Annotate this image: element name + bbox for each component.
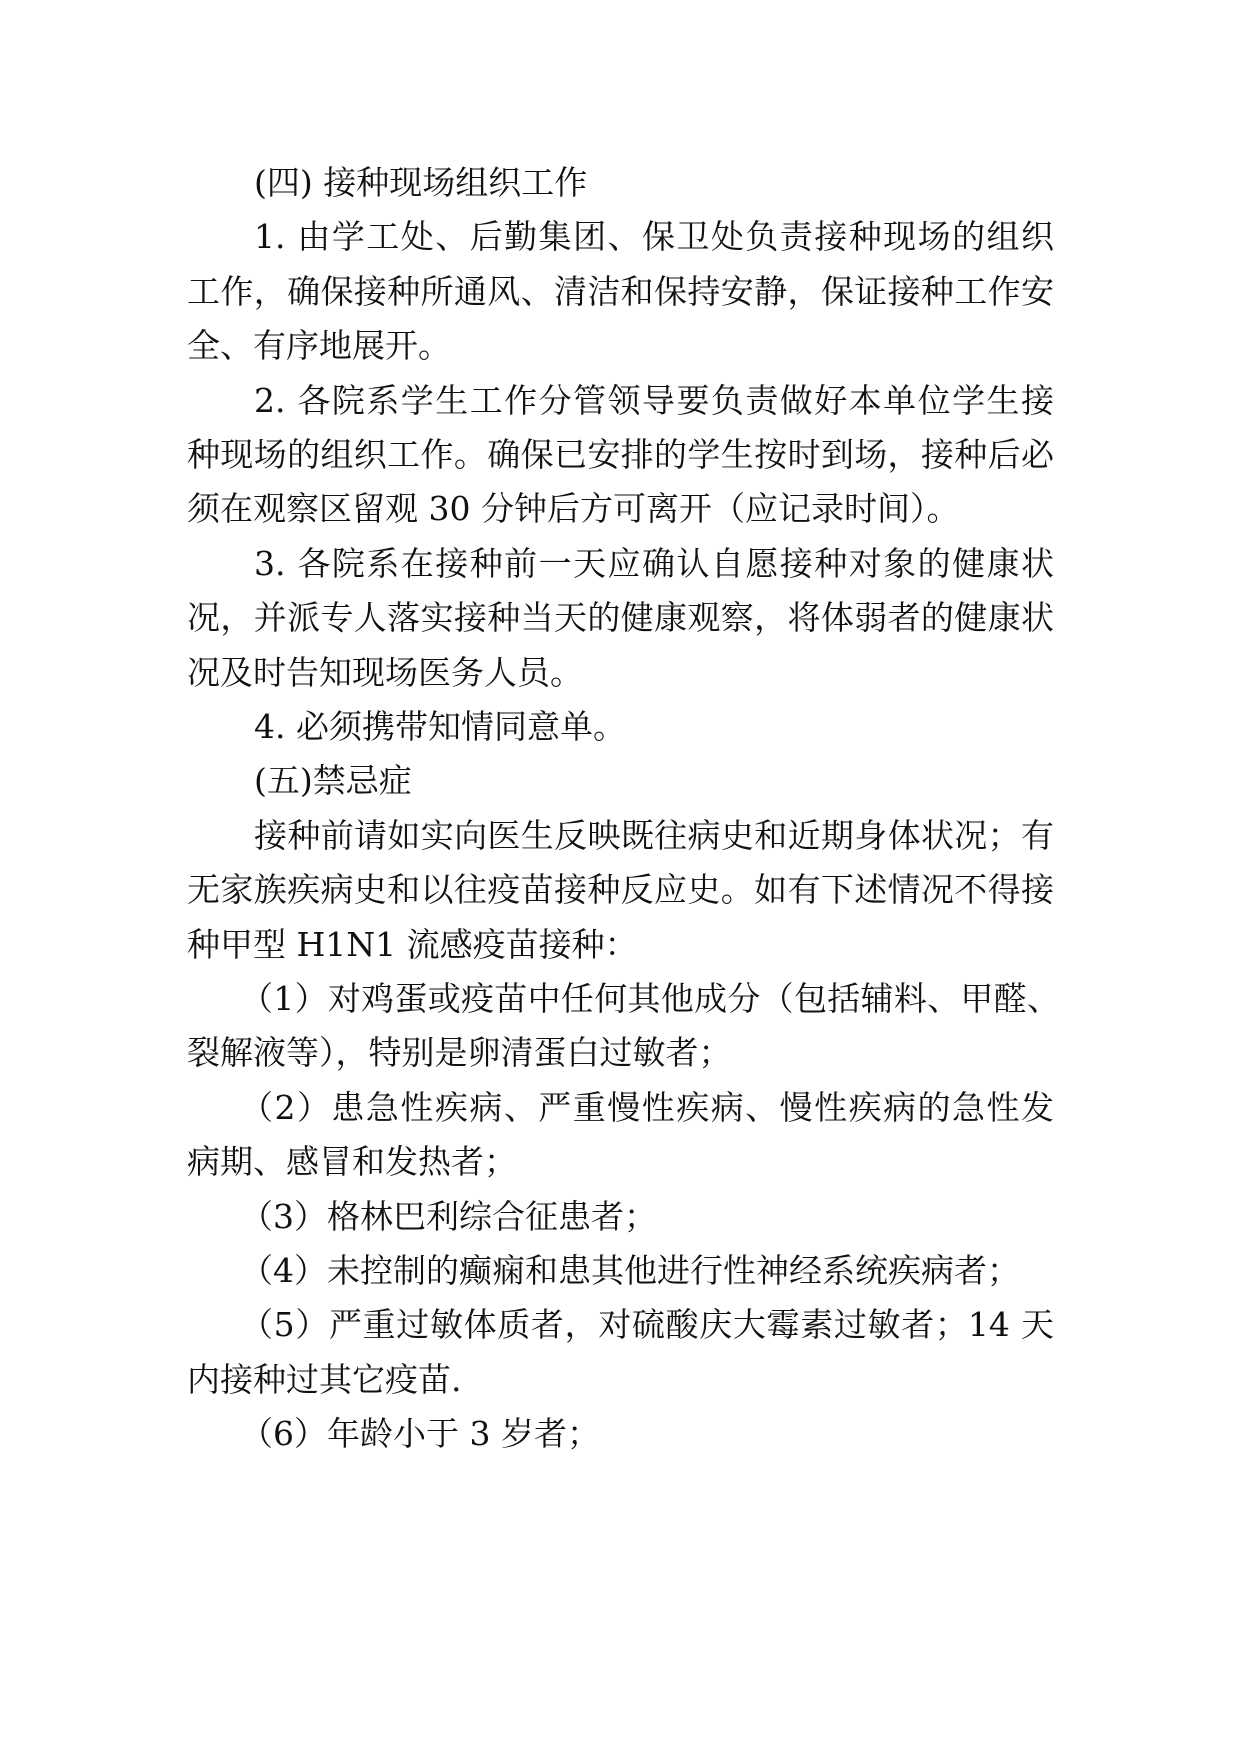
text-line: （4）未控制的癫痫和患其他进行性神经系统疾病者； <box>240 1251 1020 1290</box>
section-heading-text: (四) 接种现场组织工作 <box>254 163 588 202</box>
text-line: 工作，确保接种所通风、清洁和保持安静，保证接种工作安 <box>187 272 1054 311</box>
text-line: 种甲型 H1N1 流感疫苗接种： <box>187 925 638 964</box>
text-line: 4. 必须携带知情同意单。 <box>254 707 626 746</box>
text-line: 内接种过其它疫苗. <box>187 1360 462 1399</box>
text-line: 2. 各院系学生工作分管领导要负责做好本单位学生接 <box>254 381 1054 420</box>
text-line: （2）患急性疾病、严重慢性疾病、慢性疾病的急性发 <box>240 1088 1054 1127</box>
text-line: 况及时告知现场医务人员。 <box>187 653 583 692</box>
text-line: （3）格林巴利综合征患者； <box>240 1197 657 1236</box>
text-line: （5）严重过敏体质者，对硫酸庆大霉素过敏者；14 天 <box>240 1305 1054 1344</box>
text-line: 3. 各院系在接种前一天应确认自愿接种对象的健康状 <box>254 544 1054 583</box>
text-line: 无家族疾病史和以往疫苗接种反应史。如有下述情况不得接 <box>187 870 1054 909</box>
text-line: 种现场的组织工作。确保已安排的学生按时到场，接种后必 <box>187 435 1054 474</box>
section-heading-text: (五)禁忌症 <box>254 761 412 800</box>
text-line: 况，并派专人落实接种当天的健康观察，将体弱者的健康状 <box>187 598 1054 637</box>
text-line: 病期、感冒和发热者； <box>187 1142 517 1181</box>
text-line: （1）对鸡蛋或疫苗中任何其他成分（包括辅料、甲醛、 <box>240 979 1060 1018</box>
text-line: 1. 由学工处、后勤集团、保卫处负责接种现场的组织 <box>254 217 1054 256</box>
text-line: 全、有序地展开。 <box>187 326 451 365</box>
text-line: 接种前请如实向医生反映既往病史和近期身体状况；有 <box>254 816 1054 855</box>
text-line: 须在观察区留观 30 分钟后方可离开（应记录时间）。 <box>187 489 960 528</box>
text-line: 裂解液等），特别是卵清蛋白过敏者； <box>187 1033 732 1072</box>
text-line: （6）年龄小于 3 岁者； <box>240 1414 600 1453</box>
